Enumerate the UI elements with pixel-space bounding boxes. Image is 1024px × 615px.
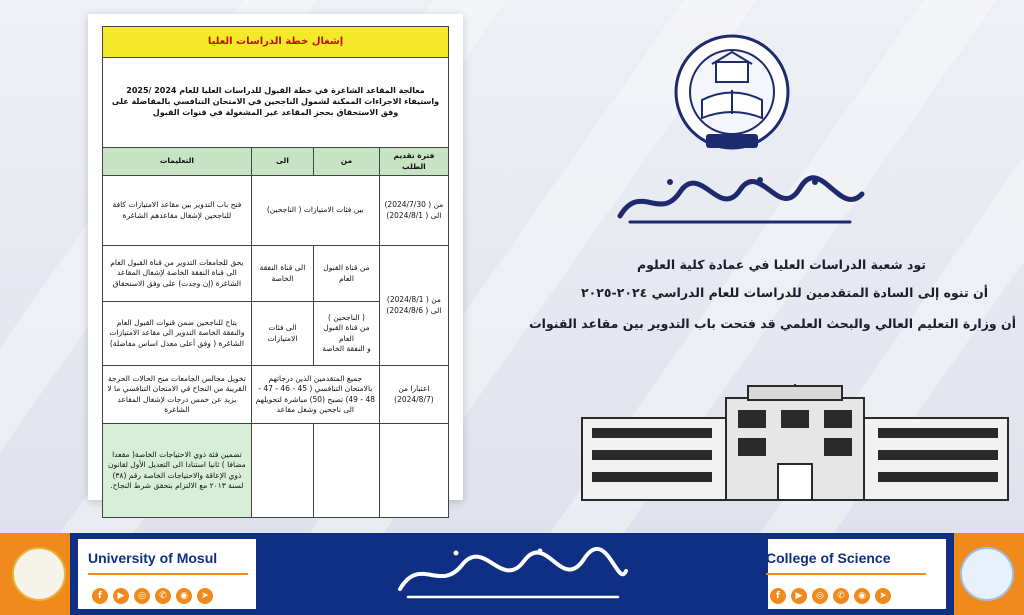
telegram-icon[interactable]: ➤ <box>875 588 891 604</box>
college-social-icons <box>770 588 891 604</box>
university-logo <box>12 547 66 601</box>
telegram-icon[interactable]: ➤ <box>197 588 213 604</box>
cell-period: من ( 2024/8/1) الى ( 2024/8/6) <box>379 246 448 366</box>
header-instructions: التعليمات <box>103 148 252 176</box>
cell-to: الى فئات الامتيازات <box>251 302 313 366</box>
facebook-icon[interactable]: f <box>92 588 108 604</box>
college-building-illustration <box>578 384 1012 504</box>
header-period: فترة تقديم الطلب <box>379 148 448 176</box>
college-logo <box>960 547 1014 601</box>
cell-instructions: فتح باب التدوير بين مقاعد الامتيازات كافة للناجحين لإشغال مقاعدهم الشاغرة <box>103 176 252 246</box>
cell-from: بين فئات الامتيازات ( الناجحين) <box>251 176 379 246</box>
university-name: University of Mosul <box>88 550 218 566</box>
announcement-line-1: تود شعبة الدراسات العليا في عمادة كلية العلوم <box>636 257 926 272</box>
cell-period-empty <box>379 424 448 518</box>
college-underline <box>766 573 926 575</box>
cell-instructions: يتاح للناجحين ضمن قنوات القبول العام والنفقة الخاصة التدوير الى مقاعد الامتيازات الشاغرة ( وفق أعلى معدل اساس مفاضلة) <box>103 302 252 366</box>
youtube-icon[interactable]: ▶ <box>113 588 129 604</box>
cell-to: الى قناة النفقة الخاصة <box>251 246 313 302</box>
web-icon[interactable]: ◉ <box>854 588 870 604</box>
cell-period: اعتبارا من (2024/8/7) <box>379 366 448 424</box>
cell-instructions: يحق للجامعات التدوير من قناة القبول العام الى قناة النفقة الخاصة لإشغال المقاعد الشاغرة (إن وجدت) على وفق الاستحقاق <box>103 246 252 302</box>
cell-instructions: تضمين فئة ذوي الاحتياجات الخاصة( مقعدا مضافا ) ثانيا استنادا الى التعديل الأول لقانون ذوي الإعاقة والاحتياجات الخاصة رقم (٣٨) لسنة ٢٠١٣ مع الالتزام بتحقق شرط النجاح. <box>103 424 252 518</box>
cell-to-empty <box>251 424 313 518</box>
college-calligraphy <box>610 172 872 232</box>
cell-from: ( الناجحين ) من قناة القبول العام و النفقة الخاصة <box>314 302 380 366</box>
whatsapp-icon[interactable]: ✆ <box>155 588 171 604</box>
announcement-line-3: أن وزارة التعليم العالي والبحث العلمي قد فتحت باب التدوير بين مقاعد القنوات <box>529 316 1016 331</box>
university-social-icons <box>92 588 213 604</box>
footer-bar <box>0 533 1024 615</box>
youtube-icon[interactable]: ▶ <box>791 588 807 604</box>
cell-from: من قناة القبول العام <box>314 246 380 302</box>
cell-period: من ( 2024/7/30) الى ( 2024/8/1) <box>379 176 448 246</box>
university-underline <box>88 573 248 575</box>
web-icon[interactable]: ◉ <box>176 588 192 604</box>
whatsapp-icon[interactable]: ✆ <box>833 588 849 604</box>
header-from: من <box>314 148 380 176</box>
table-row <box>103 424 449 518</box>
college-seal-logo <box>672 30 792 160</box>
footer-calligraphy <box>390 541 634 609</box>
table-row <box>103 246 449 302</box>
cell-instructions: تخويل مجالس الجامعات منح الحالات الحرجة القريبة من النجاح في الامتحان التنافسي ما لا يزيد عن خمس درجات لإشغال المقاعد الشاغرة <box>103 366 252 424</box>
instagram-icon[interactable]: ◎ <box>812 588 828 604</box>
instagram-icon[interactable]: ◎ <box>134 588 150 604</box>
table-row <box>103 366 449 424</box>
cell-from-empty <box>314 424 380 518</box>
header-to: الى <box>251 148 313 176</box>
facebook-icon[interactable]: f <box>770 588 786 604</box>
cell-from: جميع المتقدمين الذين درجاتهم بالامتحان التنافسي ( 45 - 46 - 47 - 48 - 49) تصبح (50) مباشرة لتحويلهم الى ناجحين وشغل مقاعد <box>251 366 379 424</box>
table-title <box>103 27 449 58</box>
announcement-line-2: أن تنوه إلى السادة المتقدمين للدراسات للعام الدراسي ٢٠٢٤-٢٠٢٥ <box>581 285 988 300</box>
table-title-text: إشغال خطة الدراسات العليا <box>207 36 344 48</box>
table-row <box>103 176 449 246</box>
college-name: College of Science <box>766 550 891 566</box>
table-intro: معالجة المقاعد الشاغرة في خطة القبول للدراسات العليا للعام 2024 /2025 واستيفاء الاجراءات الممكنة لشمول الناجحين في الامتحان التنافسي بالمفاضلة على وفق الاستحقاق بحجز المقاعد غير المشغولة في قنوات القبول <box>103 58 449 148</box>
plan-table <box>102 26 449 518</box>
plan-table-card <box>88 14 463 500</box>
